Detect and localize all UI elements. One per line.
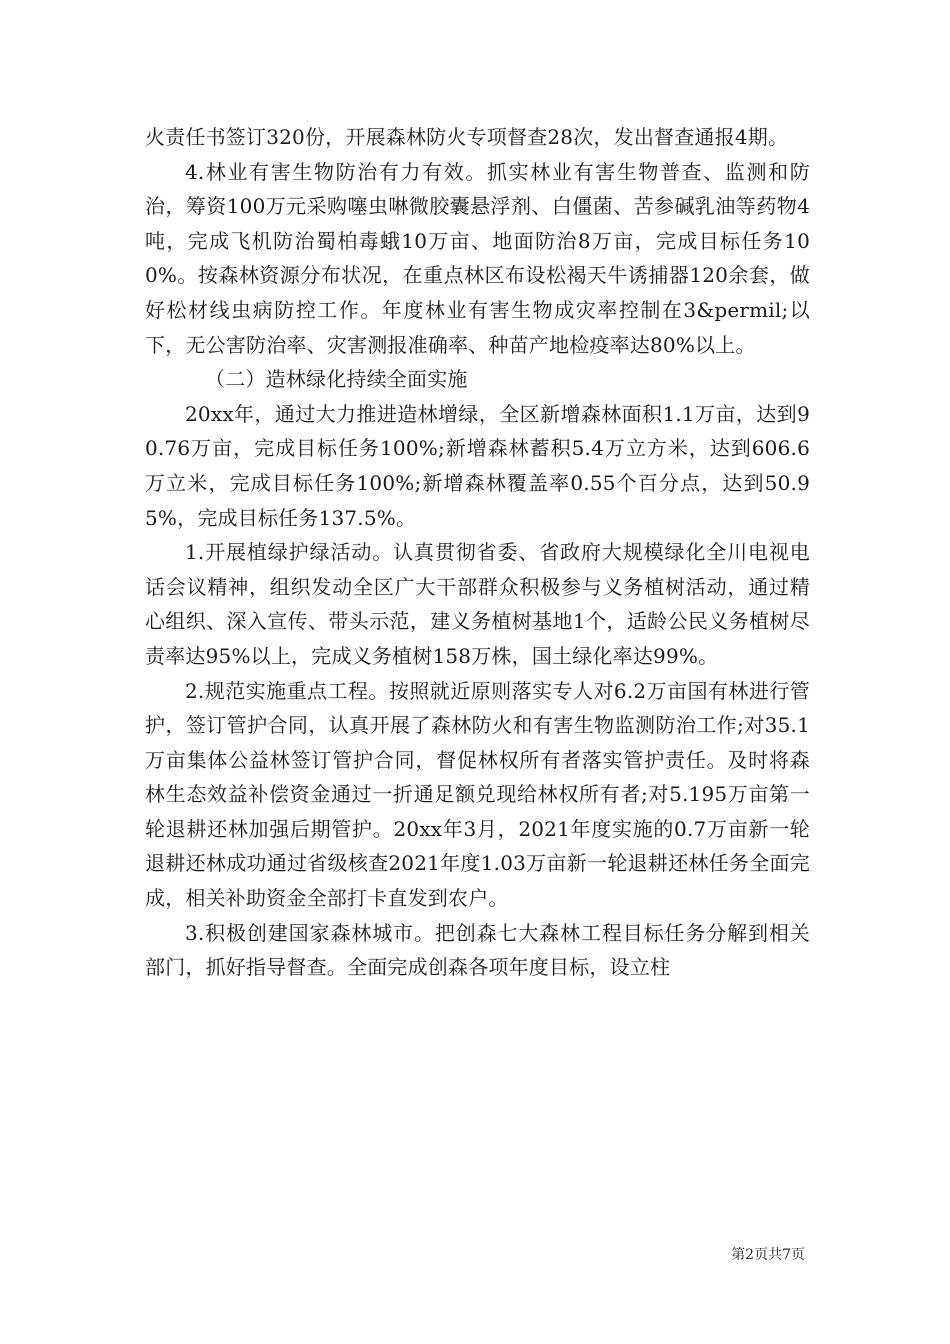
paragraph-afforestation-summary: 20xx年，通过大力推进造林增绿，全区新增森林面积1.1万亩，达到90.76万亩，完成目标任务100%;新增森林蓄积5.4万立方米，达到606.6万立米，完成目标任务100%;新增森林覆盖率0.55个百分点，达到50.95%，完成目标任务137.5%。 (145, 401, 810, 530)
paragraph-forest-city: 3.积极创建国家森林城市。把创森七大森林工程目标任务分解到相关部门，抓好指导督查。全面完成创森各项年度目标，设立柱 (145, 920, 810, 980)
section-heading-afforestation: （二）造林绿化持续全面实施 (205, 367, 468, 392)
page-number: 第2页共7页 (731, 1247, 805, 1263)
paragraph-pest-control: 4.林业有害生物防治有力有效。抓实林业有害生物普查、监测和防治，筹资100万元采购噻虫啉微胶囊悬浮剂、白僵菌、苦参碱乳油等药物4吨，完成飞机防治蜀柏毒蛾10万亩、地面防治8万亩，完成目标任务100%。按森林资源分布状况，在重点林区布设松褐天牛诱捕器120余套，做好松材线虫病防控工作。年度林业有害生物成灾率控制在3&permil;以下，无公害防治率、灾害测报准确率、种苗产地检疫率达80%以上。 (145, 159, 810, 357)
paragraph-key-projects: 2.规范实施重点工程。按照就近原则落实专人对6.2万亩国有林进行管护，签订管护合同，认真开展了森林防火和有害生物监测防治工作;对35.1万亩集体公益林签订管护合同，督促林权所有者落实管护责任。及时将森林生态效益补偿资金通过一折通足额兑现给林权所有者;对5.195万亩第一轮退耕还林加强后期管护。20xx年3月，2021年度实施的0.7万亩新一轮退耕还林成功通过省级核查2021年度1.03万亩新一轮退耕还林任务全面完成，相关补助资金全部打卡直发到农户。 (145, 678, 810, 911)
paragraph-tree-planting: 1.开展植绿护绿活动。认真贯彻省委、省政府大规模绿化全川电视电话会议精神，组织发动全区广大干部群众积极参与义务植树活动，通过精心组织、深入宣传、带头示范，建义务植树基地1个，适龄公民义务植树尽责率达95%以上，完成义务植树158万株，国土绿化率达99%。 (145, 540, 810, 668)
paragraph-continuation: 火责任书签订320份，开展森林防火专项督查28次，发出督查通报4期。 (145, 125, 789, 149)
document-body (145, 120, 810, 985)
